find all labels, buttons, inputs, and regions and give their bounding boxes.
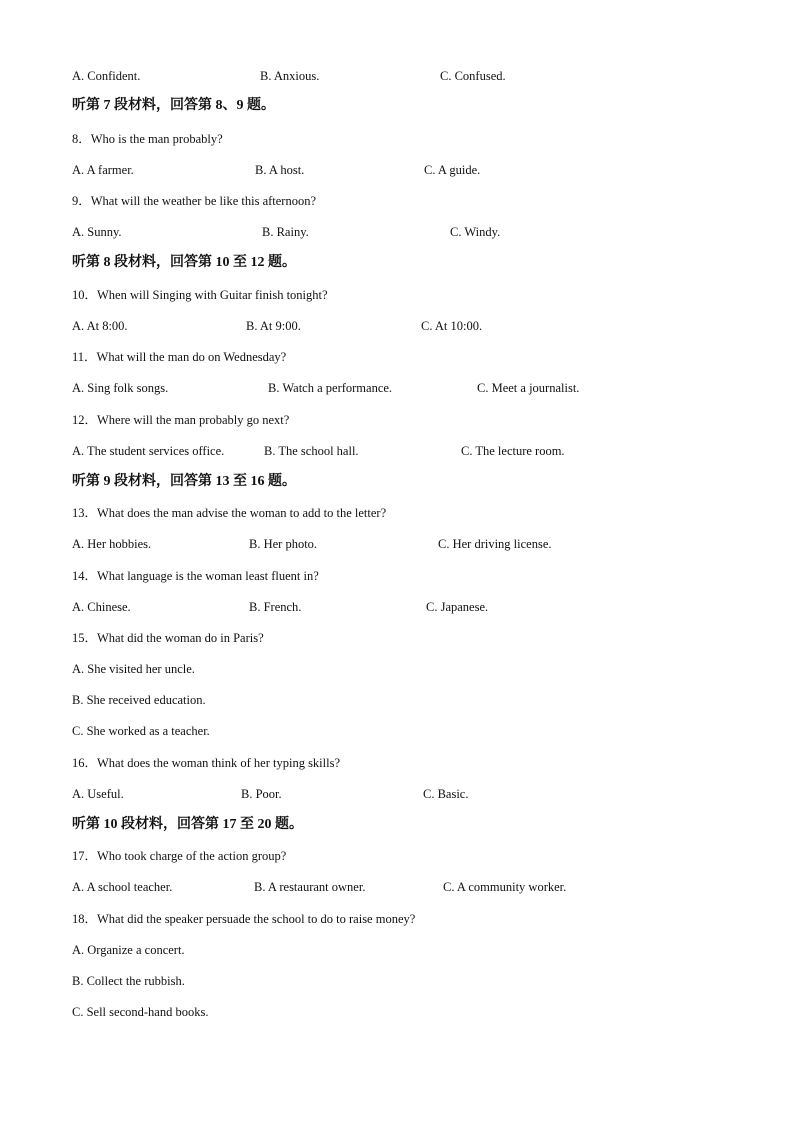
q11-option-a: A. Sing folk songs.: [72, 381, 169, 395]
question-17: 17．Who took charge of the action group?: [72, 849, 287, 863]
section-heading-7: 听第 7 段材料，回答第 8、9 题。: [72, 98, 275, 113]
q7-option-b: B. Anxious.: [260, 69, 320, 83]
question-13: 13．What does the man advise the woman to add to the letter?: [72, 506, 387, 520]
question-11: 11．What will the man do on Wednesday?: [72, 350, 287, 364]
q7-option-c: C. Confused.: [440, 69, 506, 83]
q12-option-c: C. The lecture room.: [461, 444, 565, 458]
q11-option-c: C. Meet a journalist.: [477, 381, 580, 395]
q18-option-a: A. Organize a concert.: [72, 943, 185, 957]
q13-option-b: B. Her photo.: [249, 537, 318, 551]
q10-option-b: B. At 9:00.: [246, 319, 301, 333]
q15-option-a: A. She visited her uncle.: [72, 662, 195, 676]
section-heading-8: 听第 8 段材料，回答第 10 至 12 题。: [72, 255, 296, 270]
q16-option-b: B. Poor.: [241, 787, 282, 801]
q17-option-c: C. A community worker.: [443, 880, 567, 894]
section-heading-9: 听第 9 段材料，回答第 13 至 16 题。: [72, 474, 296, 489]
question-15: 15．What did the woman do in Paris?: [72, 631, 264, 645]
q12-option-b: B. The school hall.: [264, 444, 359, 458]
question-16: 16．What does the woman think of her typing skills?: [72, 756, 341, 770]
q18-option-c: C. Sell second-hand books.: [72, 1005, 209, 1019]
q8-option-a: A. A farmer.: [72, 163, 134, 177]
q9-option-a: A. Sunny.: [72, 225, 122, 239]
question-9: 9．What will the weather be like this afternoon?: [72, 194, 317, 208]
q7-option-a: A. Confident.: [72, 69, 141, 83]
q11-option-b: B. Watch a performance.: [268, 381, 393, 395]
q8-option-b: B. A host.: [255, 163, 305, 177]
q18-option-b: B. Collect the rubbish.: [72, 974, 185, 988]
q12-option-a: A. The student services office.: [72, 444, 225, 458]
q15-option-b: B. She received education.: [72, 693, 206, 707]
q14-option-c: C. Japanese.: [426, 600, 489, 614]
q13-option-c: C. Her driving license.: [438, 537, 552, 551]
q17-option-b: B. A restaurant owner.: [254, 880, 366, 894]
question-10: 10．When will Singing with Guitar finish tonight?: [72, 288, 328, 302]
question-8: 8．Who is the man probably?: [72, 132, 223, 146]
q14-option-a: A. Chinese.: [72, 600, 131, 614]
q10-option-c: C. At 10:00.: [421, 319, 483, 333]
q15-option-c: C. She worked as a teacher.: [72, 724, 210, 738]
q8-option-c: C. A guide.: [424, 163, 481, 177]
q10-option-a: A. At 8:00.: [72, 319, 128, 333]
q9-option-c: C. Windy.: [450, 225, 501, 239]
q16-option-a: A. Useful.: [72, 787, 124, 801]
q17-option-a: A. A school teacher.: [72, 880, 173, 894]
question-14: 14．What language is the woman least fluent in?: [72, 569, 319, 583]
question-18: 18．What did the speaker persuade the school to do to raise money?: [72, 912, 416, 926]
q16-option-c: C. Basic.: [423, 787, 469, 801]
q14-option-b: B. French.: [249, 600, 302, 614]
question-12: 12．Where will the man probably go next?: [72, 413, 290, 427]
q9-option-b: B. Rainy.: [262, 225, 309, 239]
q13-option-a: A. Her hobbies.: [72, 537, 152, 551]
section-heading-10: 听第 10 段材料，回答第 17 至 20 题。: [72, 817, 303, 832]
